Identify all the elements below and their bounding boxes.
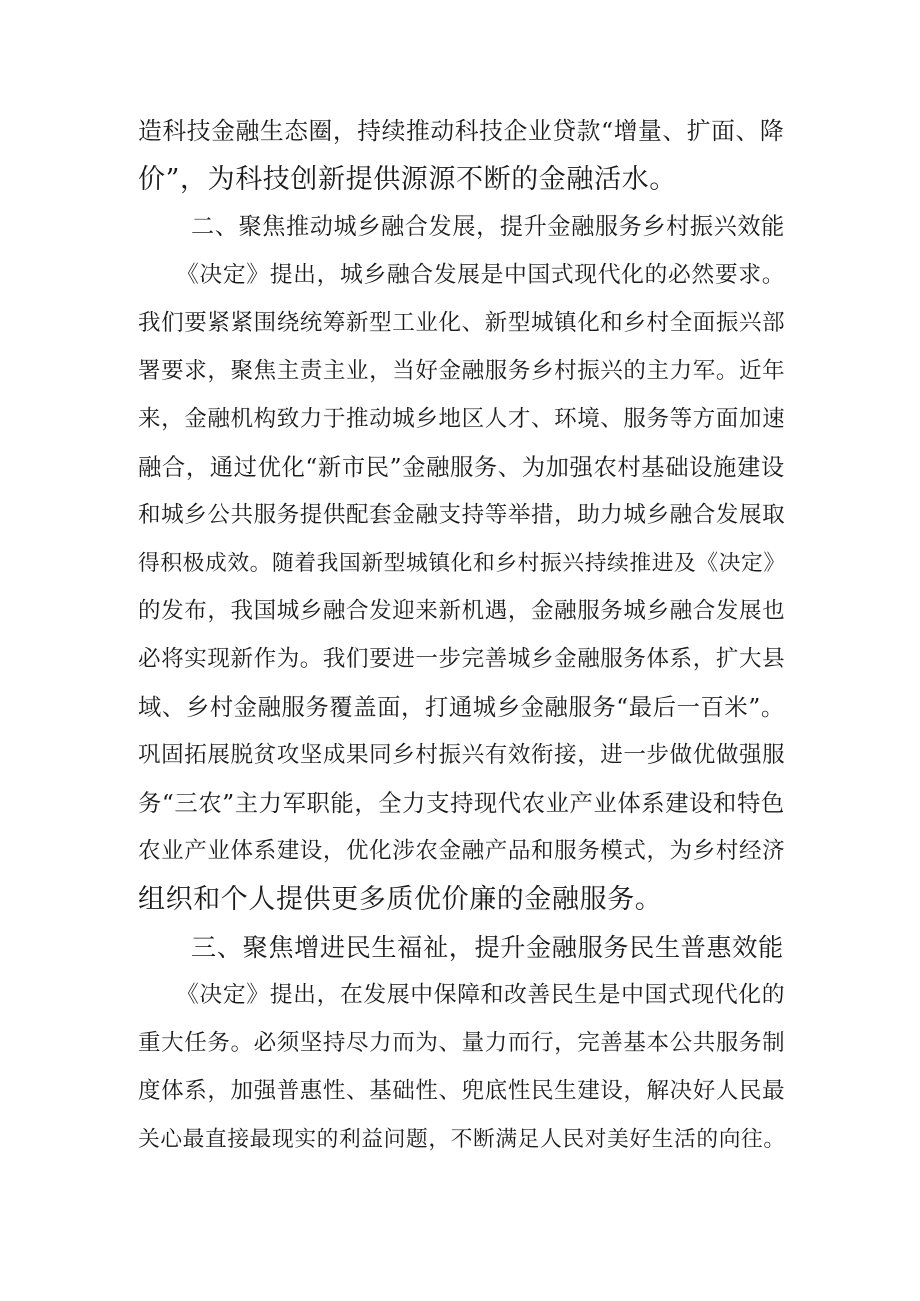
text-line: 署要求，聚焦主责主业，当好金融服务乡村振兴的主力军。近年 bbox=[138, 358, 786, 384]
text-line: 必将实现新作为。我们要进一步完善城乡金融服务体系，扩大县 bbox=[138, 646, 786, 672]
section-heading: 二、聚焦推动城乡融合发展，提升金融服务乡村振兴效能 bbox=[191, 214, 785, 240]
text-line: 价”，为科技创新提供源源不断的金融活水。 bbox=[138, 164, 677, 195]
text-line: 《决定》提出，在发展中保障和改善民生是中国式现代化的 bbox=[176, 982, 786, 1008]
text-line: 融合，通过优化“新市民”金融服务、为加强农村基础设施建设 bbox=[138, 454, 785, 481]
section-heading: 三、聚焦增进民生福祉，提升金融服务民生普惠效能 bbox=[191, 933, 784, 962]
text-line: 和城乡公共服务提供配套金融支持等举措，助力城乡融合发展取 bbox=[138, 502, 786, 528]
text-line: 的发布，我国城乡融合发迎来新机遇，金融服务城乡融合发展也 bbox=[138, 598, 786, 624]
text-line: 巩固拓展脱贫攻坚成果同乡村振兴有效衔接，进一步做优做强服 bbox=[138, 742, 786, 768]
text-line: 农业产业体系建设，优化涉农金融产品和服务模式，为乡村经济 bbox=[138, 838, 786, 864]
text-line: 我们要紧紧围绕统筹新型工业化、新型城镇化和乡村全面振兴部 bbox=[138, 310, 786, 336]
text-line: 重大任务。必须坚持尽力而为、量力而行，完善基本公共服务制 bbox=[138, 1030, 786, 1056]
text-line: 度体系，加强普惠性、基础性、兜底性民生建设，解决好人民最 bbox=[138, 1078, 786, 1104]
text-line: 造科技金融生态圈，持续推动科技企业贷款“增量、扩面、降 bbox=[138, 117, 785, 145]
text-line: 《决定》提出，城乡融合发展是中国式现代化的必然要求。 bbox=[176, 262, 786, 288]
text-line: 务“三农”主力军职能，全力支持现代农业产业体系建设和特色 bbox=[138, 790, 785, 817]
text-line: 域、乡村金融服务覆盖面，打通城乡金融服务“最后一百米”。 bbox=[138, 694, 785, 721]
text-line: 得积极成效。随着我国新型城镇化和乡村振兴持续推进及《决定》 bbox=[138, 551, 786, 576]
text-line: 来，金融机构致力于推动城乡地区人才、环境、服务等方面加速 bbox=[138, 406, 786, 432]
text-line: 组织和个人提供更多质优价廉的金融服务。 bbox=[138, 884, 663, 915]
text-line: 关心最直接最现实的利益问题，不断满足人民对美好生活的向往。 bbox=[138, 1127, 786, 1152]
